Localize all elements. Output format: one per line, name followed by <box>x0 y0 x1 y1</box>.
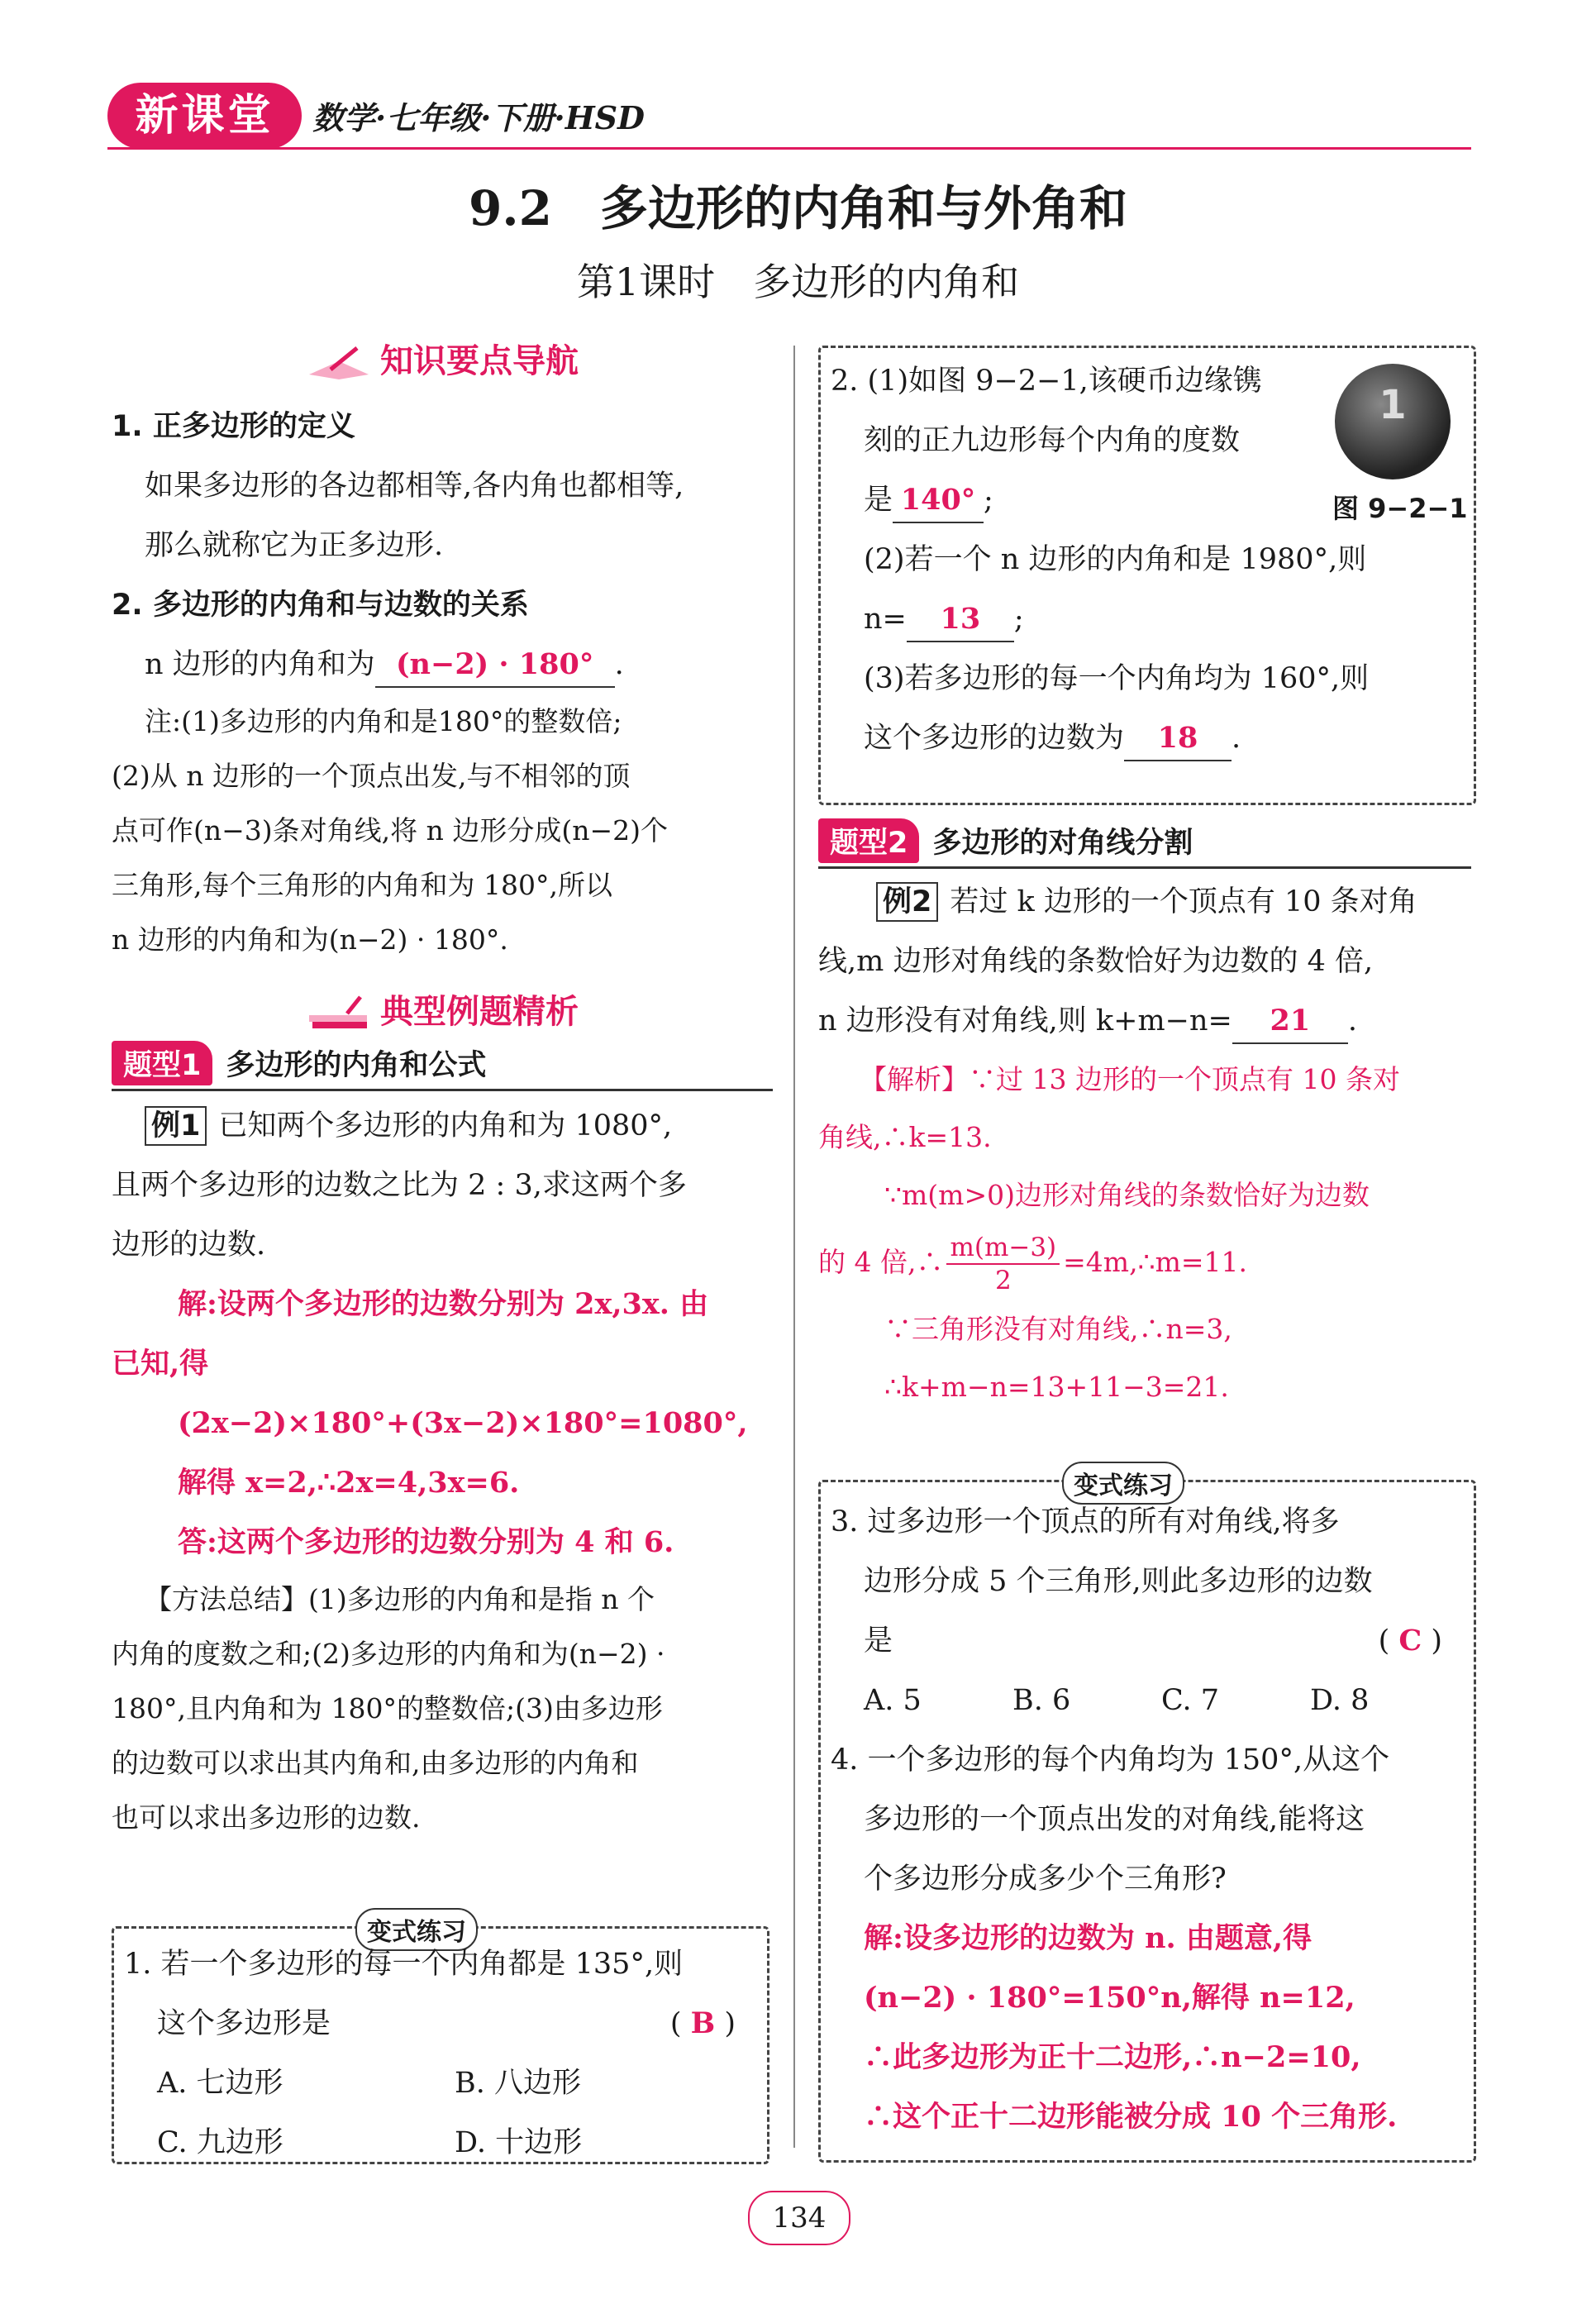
type1-row: 题型1 多边形的内角和公式 <box>112 1041 773 1091</box>
practice-tag-2: 变式练习 <box>1062 1462 1184 1505</box>
sol1-line4: 解得 x=2,∴2x=4,3x=6. <box>178 1466 520 1500</box>
note-line1: 注:(1)多边形的内角和是180°的整数倍; <box>145 705 622 737</box>
method-line5: 也可以求出多边形的边数. <box>112 1801 421 1834</box>
type1-badge: 题型1 <box>112 1041 212 1085</box>
sol4-line3: ∴此多边形为正十二边形,∴n−2=10, <box>864 2040 1361 2074</box>
q4-line3: 个多边形分成多少个三角形? <box>864 1863 1227 1896</box>
sol1-line1: 解:设两个多边形的边数分别为 2x,3x. 由 <box>178 1287 709 1321</box>
q1-option-a[interactable]: A. 七边形 <box>157 2067 283 2100</box>
example-heading: 典型例题精析 <box>306 993 579 1031</box>
sol4-line2: (n−2) · 180°=150°n,解得 n=12, <box>864 1981 1355 2015</box>
type2-badge: 题型2 <box>818 818 919 863</box>
note-line2: (2)从 n 边形的一个顶点出发,与不相邻的顶 <box>112 760 631 792</box>
q3-line1: 3. 过多边形一个顶点的所有对角线,将多 <box>831 1505 1340 1538</box>
coin-image <box>1335 364 1451 479</box>
sol4-line1: 解:设多边形的边数为 n. 由题意,得 <box>864 1921 1313 1955</box>
k2-line: n 边形的内角和为 (n−2) · 180° . <box>112 635 773 694</box>
q3-line2: 边形分成 5 个三角形,则此多边形的边数 <box>864 1565 1373 1598</box>
q3-option-c[interactable]: C. 7 <box>1161 1684 1220 1717</box>
method-line3: 180°,且内角和为 180°的整数倍;(3)由多边形 <box>112 1692 663 1724</box>
q4-line1: 4. 一个多边形的每个内角均为 150°,从这个 <box>831 1743 1390 1777</box>
q2-line2: 刻的正九边形每个内角的度数 <box>864 424 1241 457</box>
ex2-answer: 21 <box>1232 999 1348 1044</box>
column-divider <box>793 346 795 2148</box>
ex2-line3: n 边形没有对角线,则 k+m−n= 21 . <box>818 991 1471 1051</box>
ex1-line1: 例1 已知两个多边形的内角和为 1080°, <box>112 1096 773 1156</box>
q1-answer: B <box>690 2006 716 2040</box>
analysis-line2: 角线,∴k=13. <box>818 1121 992 1153</box>
ex1-line3: 边形的边数. <box>112 1228 266 1262</box>
note-line4: 三角形,每个三角形的内角和为 180°,所以 <box>112 869 612 901</box>
ex1-line2: 且两个多边形的边数之比为 2 : 3,求这两个多 <box>112 1169 687 1202</box>
analysis-fraction <box>946 1232 1060 1296</box>
q1-option-b[interactable]: B. 八边形 <box>455 2067 581 2100</box>
q3-line3: 是 ( C ) <box>864 1624 1442 1658</box>
q3-answer: C <box>1398 1624 1422 1658</box>
sol4-line4: ∴这个正十二边形能被分成 10 个三角形. <box>864 2100 1398 2134</box>
q3-options <box>831 1671 1459 1730</box>
q2-line4: (2)若一个 n 边形的内角和是 1980°,则 <box>864 543 1367 576</box>
k2-title: 2. 多边形的内角和与边数的关系 <box>112 589 529 622</box>
page-number: 134 <box>748 2191 850 2245</box>
series-logo: 新课堂 <box>107 83 302 149</box>
q2-answer-3: 18 <box>1124 717 1232 761</box>
sol1-line2: 已知,得 <box>112 1347 209 1381</box>
q2-line7: 这个多边形的边数为 18 . <box>831 708 1459 768</box>
q4-line2: 多边形的一个顶点出发的对角线,能将这 <box>864 1803 1365 1836</box>
q1-line1: 1. 若一个多边形的每一个内角都是 135°,则 <box>124 1948 684 1981</box>
q2-line3: 是 140° ; <box>831 470 1459 530</box>
q2-line6: (3)若多边形的每一个内角均为 160°,则 <box>864 662 1370 695</box>
k2-answer: (n−2) · 180° <box>375 643 615 688</box>
lesson-title: 第1课时 多边形的内角和 <box>576 260 1020 304</box>
sol1-line3: (2x−2)×180°+(3x−2)×180°=1080°, <box>178 1406 748 1440</box>
analysis-line6: ∴k+m−n=13+11−3=21. <box>884 1371 1229 1403</box>
figure-caption: 图 9−2−1 <box>1332 493 1468 524</box>
section-title: 9.2 多边形的内角和与外角和 <box>469 180 1127 236</box>
q2-answer-1: 140° <box>893 479 984 523</box>
note-line3: 点可作(n−3)条对角线,将 n 边形分成(n−2)个 <box>112 814 669 847</box>
ex1-tag: 例1 <box>145 1106 207 1146</box>
k1-title: 1. 正多边形的定义 <box>112 410 355 443</box>
fraction-denominator: 2 <box>994 1266 1012 1295</box>
q3-option-d[interactable]: D. 8 <box>1310 1684 1370 1717</box>
analysis-line5: ∵三角形没有对角线,∴n=3, <box>884 1313 1232 1345</box>
q1-option-d[interactable]: D. 十边形 <box>455 2126 583 2159</box>
header-rule <box>107 147 1471 150</box>
ex2-tag: 例2 <box>876 882 938 922</box>
analysis-line1: 【解析】∵过 13 边形的一个顶点有 10 条对 <box>860 1063 1400 1095</box>
book-pen-icon <box>306 345 372 381</box>
method-line2: 内角的度数之和;(2)多边形的内角和为(n−2) · <box>112 1638 665 1670</box>
sol1-line5: 答:这两个多边形的边数分别为 4 和 6. <box>178 1525 674 1559</box>
books-icon <box>306 995 372 1032</box>
k1-line1: 如果多边形的各边都相等,各内角也都相等, <box>145 470 684 503</box>
q2-line1: 2. (1)如图 9−2−1,该硬币边缘镌 <box>831 365 1262 398</box>
q2-line5: n= 13 ; <box>831 589 1459 649</box>
coin-numeral: 1 <box>1379 382 1407 428</box>
note-line5: n 边形的内角和为(n−2) · 180°. <box>112 923 508 956</box>
analysis-line3: ∵m(m>0)边形对角线的条数恰好为边数 <box>884 1179 1370 1211</box>
q3-option-a[interactable]: A. 5 <box>864 1684 922 1717</box>
method-line4: 的边数可以求出其内角和,由多边形的内角和 <box>112 1747 639 1779</box>
practice-tag-1: 变式练习 <box>355 1908 478 1951</box>
type2-row: 题型2 多边形的对角线分割 <box>818 818 1471 869</box>
book-subtitle: 数学·七年级·下册·HSD <box>312 99 645 136</box>
q1-options <box>124 2053 752 2173</box>
method-line1: 【方法总结】(1)多边形的内角和是指 n 个 <box>145 1583 655 1615</box>
analysis-line4: 的 4 倍,∴ $\frac{m(m-3)}{2}$ =4m,∴m=11. <box>818 1233 1248 1295</box>
fraction-numerator: m(m−3) <box>946 1232 1060 1265</box>
k1-line2: 那么就称它为正多边形. <box>145 529 444 562</box>
q1-option-c[interactable]: C. 九边形 <box>157 2126 283 2159</box>
q2-answer-2: 13 <box>907 598 1014 642</box>
ex2-line1: 例2 若过 k 边形的一个顶点有 10 条对角 <box>818 872 1471 932</box>
q3-option-b[interactable]: B. 6 <box>1012 1684 1071 1717</box>
ex2-line2: 线,m 边形对角线的条数恰好为边数的 4 倍, <box>818 945 1374 978</box>
knowledge-heading: 知识要点导航 <box>306 342 579 380</box>
q1-line2: 这个多边形是 ( B ) <box>157 2006 736 2040</box>
